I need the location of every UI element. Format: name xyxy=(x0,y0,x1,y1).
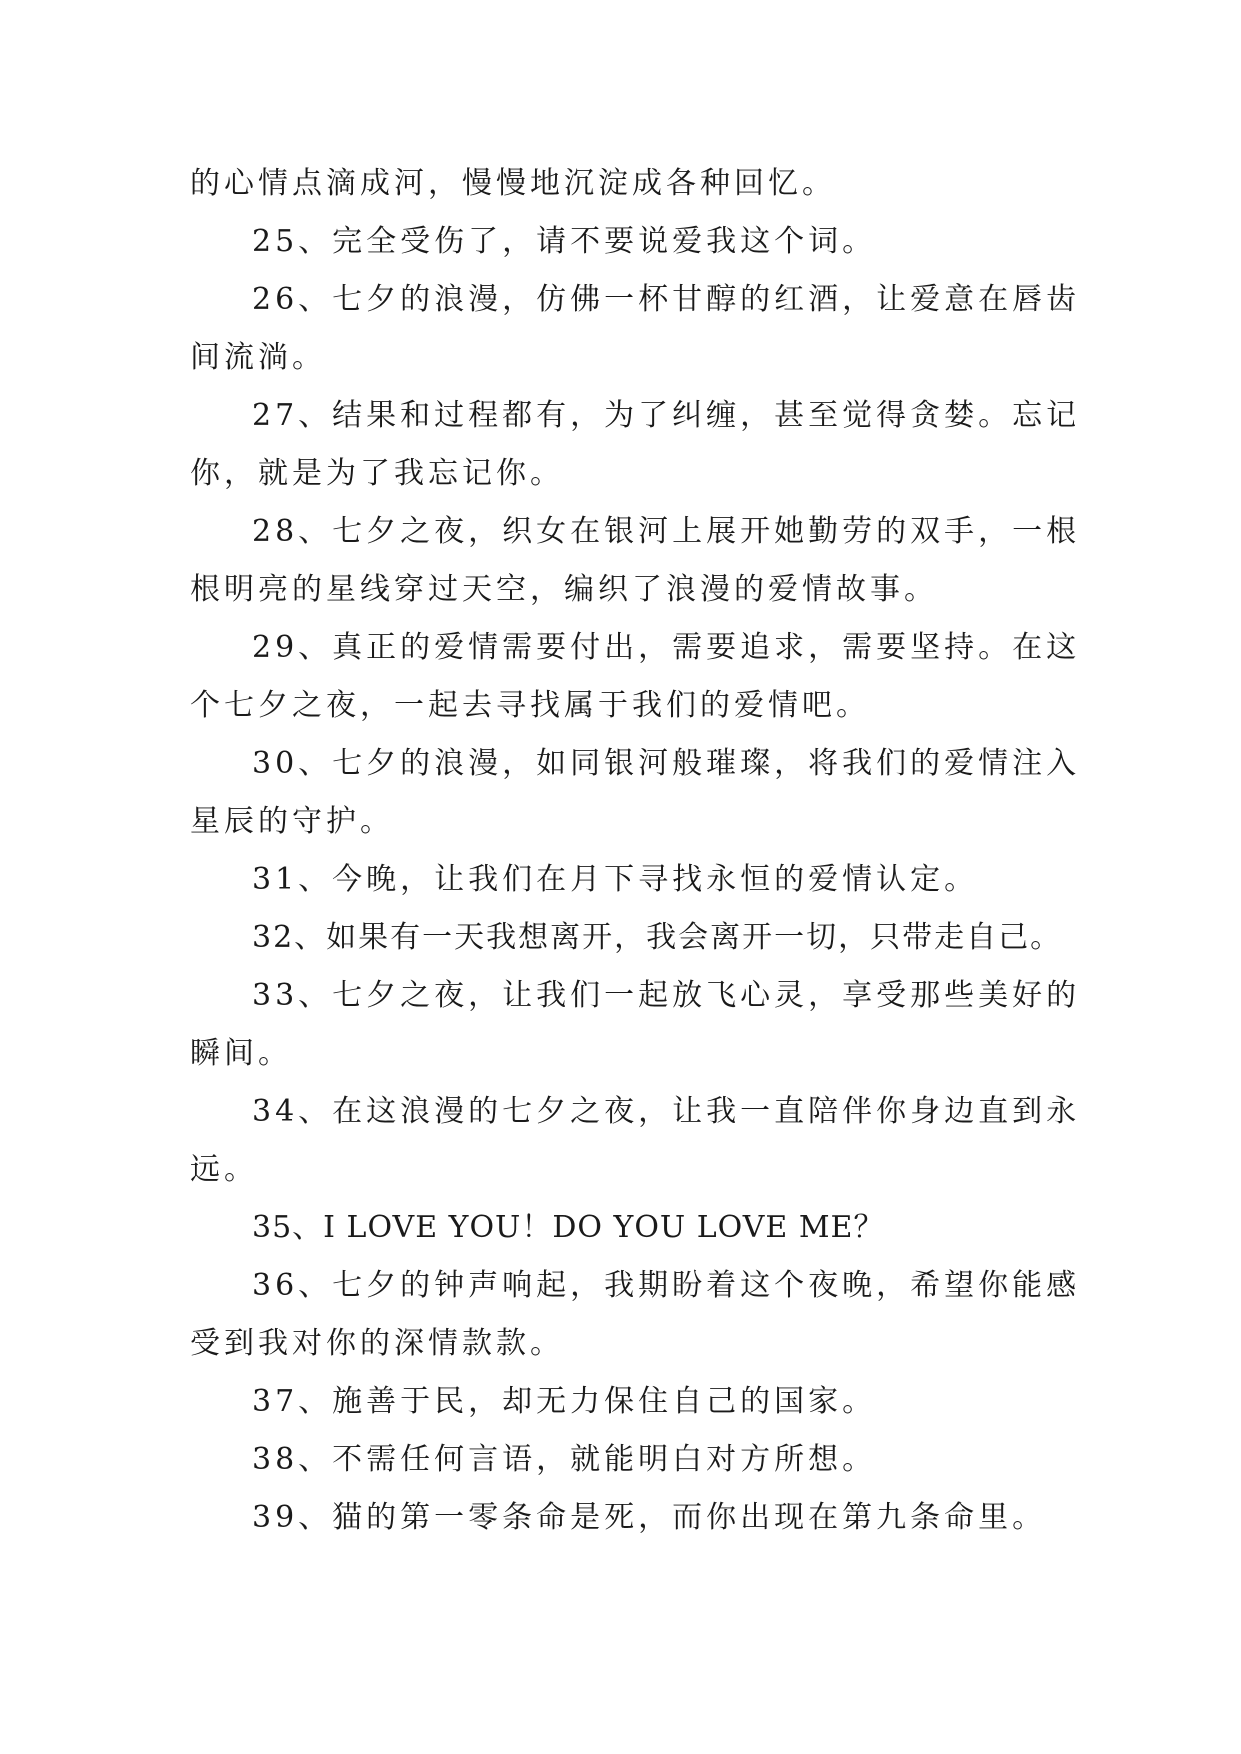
paragraph-line: 27、结果和过程都有，为了纠缠，甚至觉得贪婪。忘记 xyxy=(252,398,1081,433)
paragraph-line: 的心情点滴成河，慢慢地沉淀成各种回忆。 xyxy=(190,166,836,201)
paragraph-line: 39、猫的第一零条命是死，而你出现在第九条命里。 xyxy=(252,1500,1047,1535)
paragraph-line: 28、七夕之夜，织女在银河上展开她勤劳的双手，一根 xyxy=(252,514,1081,549)
paragraph-line: 根明亮的星线穿过天空，编织了浪漫的爱情故事。 xyxy=(190,572,938,607)
paragraph-line: 32、如果有一天我想离开，我会离开一切，只带走自己。 xyxy=(252,920,1063,955)
paragraph-line: 25、完全受伤了，请不要说爱我这个词。 xyxy=(252,224,877,259)
paragraph-line: 间流淌。 xyxy=(190,340,326,375)
paragraph-line: 个七夕之夜，一起去寻找属于我们的爱情吧。 xyxy=(190,688,870,723)
paragraph-line: 26、七夕的浪漫，仿佛一杯甘醇的红酒，让爱意在唇齿 xyxy=(252,282,1081,317)
paragraph-line: 36、七夕的钟声响起，我期盼着这个夜晚，希望你能感 xyxy=(252,1268,1081,1303)
paragraph-line: 星辰的守护。 xyxy=(190,804,394,839)
paragraph-line: 38、不需任何言语，就能明白对方所想。 xyxy=(252,1442,877,1477)
paragraph-line: 29、真正的爱情需要付出，需要追求，需要坚持。在这 xyxy=(252,630,1081,665)
paragraph-line: 31、今晚，让我们在月下寻找永恒的爱情认定。 xyxy=(252,862,979,897)
paragraph-line: 33、七夕之夜，让我们一起放飞心灵，享受那些美好的 xyxy=(252,978,1081,1013)
paragraph-line: 35、I LOVE YOU！DO YOU LOVE ME？ xyxy=(252,1210,885,1245)
paragraph-line: 34、在这浪漫的七夕之夜，让我一直陪伴你身边直到永 xyxy=(252,1094,1081,1129)
paragraph-line: 30、七夕的浪漫，如同银河般璀璨，将我们的爱情注入 xyxy=(252,746,1081,781)
paragraph-line: 你，就是为了我忘记你。 xyxy=(190,456,564,491)
paragraph-line: 37、施善于民，却无力保住自己的国家。 xyxy=(252,1384,877,1419)
document-body xyxy=(190,155,1081,1547)
paragraph-line: 瞬间。 xyxy=(190,1036,292,1071)
paragraph-line: 远。 xyxy=(190,1152,258,1187)
paragraph-line: 受到我对你的深情款款。 xyxy=(190,1326,564,1361)
